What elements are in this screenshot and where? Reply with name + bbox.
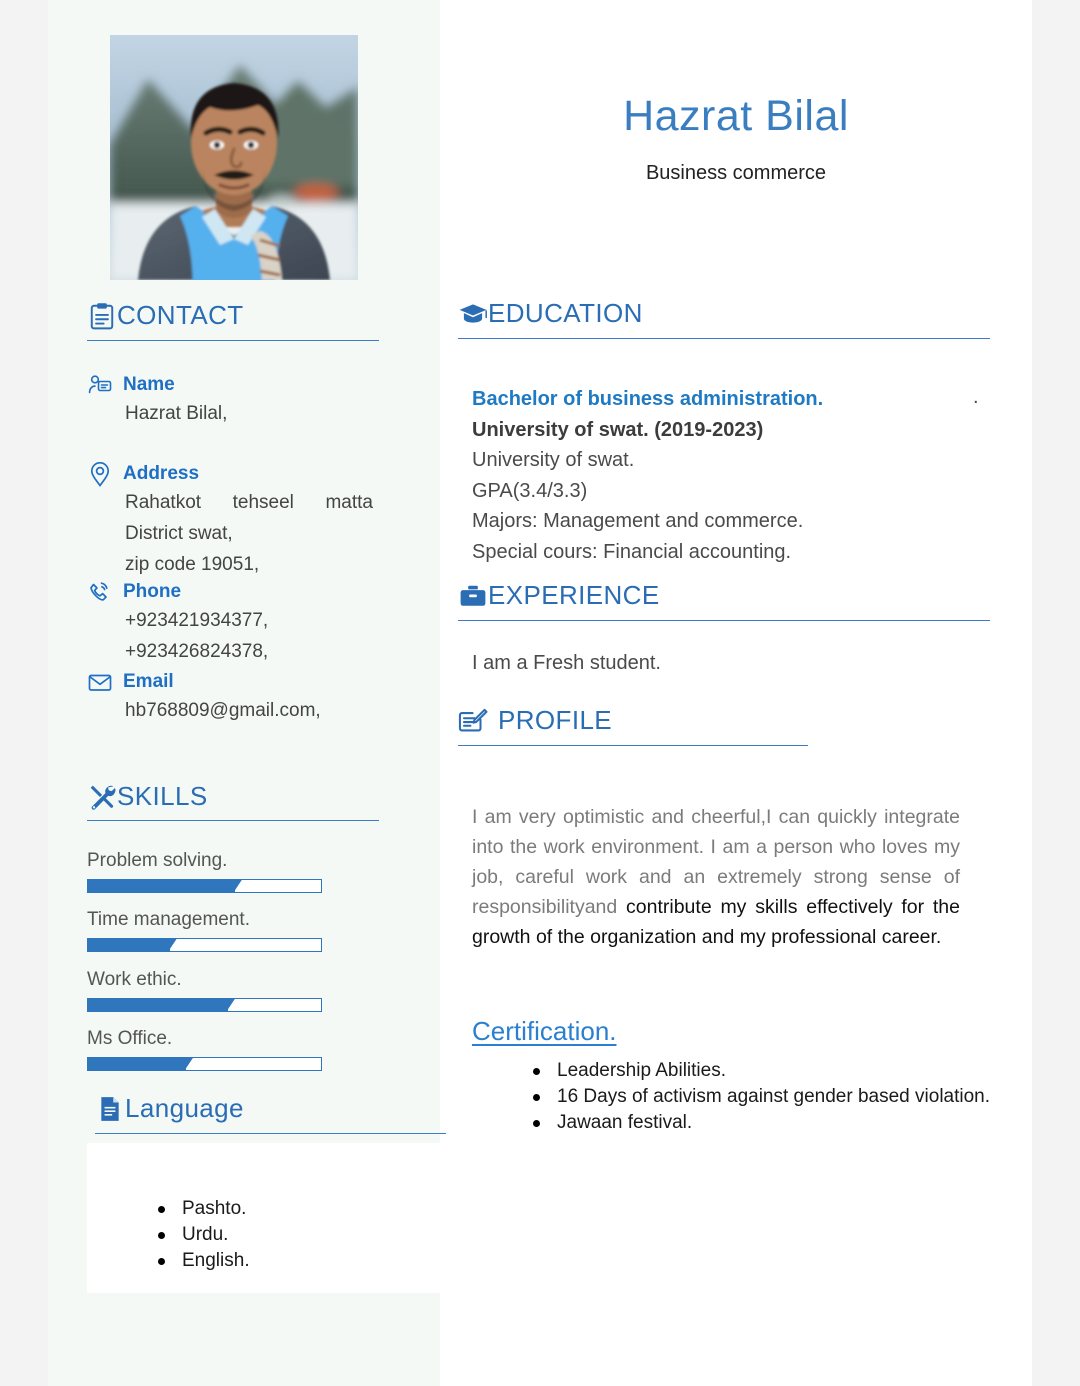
contact-label-text: Phone — [123, 581, 182, 602]
envelope-icon — [87, 669, 113, 695]
list-item: Urdu. — [128, 1222, 250, 1248]
skill-progress-bar — [87, 938, 322, 952]
experience-heading-label: EXPERIENCE — [488, 580, 660, 610]
education-entry — [472, 384, 992, 567]
education-heading-rule — [458, 338, 990, 339]
profile-text-dark: contribute my skills effectively for the growth of the organization and my professional career. — [472, 895, 960, 948]
skills-heading-rule — [87, 820, 379, 821]
skill-item — [87, 850, 371, 893]
language-section-heading — [95, 1093, 244, 1124]
clipboard-icon — [87, 301, 117, 331]
briefcase-icon — [458, 581, 488, 611]
profile-photo — [110, 35, 358, 280]
skill-progress-fill — [88, 939, 170, 951]
contact-label-row — [87, 579, 268, 605]
contact-value: zip code 19051, — [125, 554, 260, 575]
contact-value: +923421934377, — [125, 610, 269, 631]
contact-value: +923426824378, — [125, 641, 269, 662]
skill-progress-bar — [87, 879, 322, 893]
education-institution: University of swat. (2019-2023) — [472, 418, 764, 441]
tools-icon — [87, 782, 117, 812]
skill-item — [87, 969, 371, 1012]
contact-label-text: Email — [123, 671, 174, 692]
contact-value: Rahatkot tehseel matta — [125, 492, 373, 513]
profile-section-heading — [458, 705, 612, 736]
skills-section-heading — [87, 781, 208, 812]
document-icon — [95, 1094, 125, 1124]
education-detail: GPA(3.4/3.3) — [472, 479, 588, 502]
map-pin-icon — [87, 461, 113, 487]
photo-illustration — [110, 35, 358, 280]
contact-label-text: Address — [123, 463, 200, 484]
skill-label: Time management. — [87, 909, 250, 930]
contact-value: hb768809@gmail.com, — [125, 700, 321, 721]
experience-text: I am a Fresh student. — [472, 652, 661, 674]
list-item: 16 Days of activism against gender based violation. — [503, 1084, 1023, 1110]
list-item: Jawaan festival. — [503, 1110, 1023, 1136]
list-item: English. — [128, 1248, 250, 1274]
profile-paragraph — [472, 802, 960, 952]
contact-label-row — [87, 372, 227, 398]
job-subtitle: Business commerce — [645, 162, 827, 184]
skill-item — [87, 909, 371, 952]
contact-value: Hazrat Bilal, — [125, 403, 228, 424]
contact-item-address — [87, 461, 373, 580]
language-list — [128, 1196, 250, 1274]
skills-heading-label: SKILLS — [117, 781, 208, 811]
person-card-icon — [87, 372, 113, 398]
education-detail: University of swat. — [472, 449, 635, 471]
education-detail: Majors: Management and commerce. — [472, 510, 804, 532]
skill-progress-fill — [88, 880, 235, 892]
note-edit-icon — [458, 706, 488, 736]
graduation-cap-icon — [458, 299, 488, 329]
contact-item-email — [87, 669, 321, 726]
certification-list — [503, 1058, 1023, 1136]
skill-item — [87, 1028, 371, 1071]
skill-label: Ms Office. — [87, 1028, 173, 1049]
page-title: Hazrat Bilal — [623, 92, 849, 140]
certification-heading: Certification. — [472, 1016, 617, 1046]
contact-label-row — [87, 461, 373, 487]
list-item: Pashto. — [128, 1196, 250, 1222]
experience-heading-rule — [458, 620, 990, 621]
contact-label-text: Name — [123, 374, 175, 395]
profile-text-gray: I am very optimistic and cheerful,I can quickly integrate into the work environment. I am a person who loves my job, careful work and an extremely strong sense of responsibilityand — [472, 805, 960, 918]
education-stray-mark: . — [973, 386, 979, 408]
contact-item-name — [87, 372, 227, 429]
skill-label: Problem solving. — [87, 850, 228, 871]
education-heading-label: EDUCATION — [488, 298, 643, 328]
education-section-heading — [458, 298, 643, 329]
skill-progress-bar — [87, 998, 322, 1012]
education-detail: Special cours: Financial accounting. — [472, 540, 792, 563]
resume-page — [48, 0, 1032, 1386]
contact-value: District swat, — [125, 523, 233, 544]
contact-heading-label: CONTACT — [117, 300, 244, 330]
profile-heading-rule — [458, 745, 808, 746]
experience-section-heading — [458, 580, 660, 611]
skill-progress-fill — [88, 999, 228, 1011]
contact-section-heading — [87, 300, 244, 331]
contact-label-row — [87, 669, 321, 695]
skill-progress-fill — [88, 1058, 186, 1070]
skill-progress-bar — [87, 1057, 322, 1071]
contact-heading-rule — [87, 340, 379, 341]
phone-icon — [87, 579, 113, 605]
contact-item-phone — [87, 579, 268, 667]
language-heading-rule — [95, 1133, 446, 1134]
skill-label: Work ethic. — [87, 969, 182, 990]
profile-heading-label: PROFILE — [498, 705, 613, 735]
language-heading-label: Language — [125, 1093, 244, 1123]
education-degree: Bachelor of business administration. — [472, 388, 824, 410]
list-item: Leadership Abilities. — [503, 1058, 1023, 1084]
